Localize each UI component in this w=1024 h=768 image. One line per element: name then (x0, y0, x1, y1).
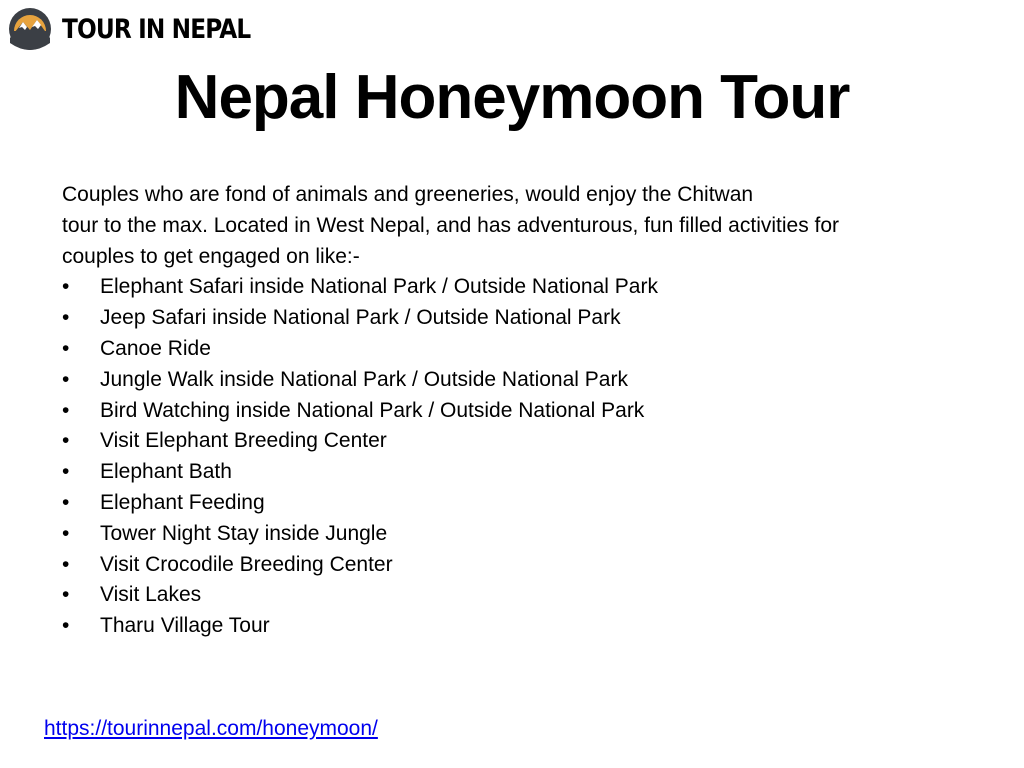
intro-paragraph (62, 180, 952, 272)
slide-body (62, 180, 952, 642)
bullet-icon: • (62, 583, 70, 607)
bullet-icon: • (62, 490, 70, 514)
bullet-icon: • (62, 614, 70, 638)
bullet-icon: • (62, 367, 70, 391)
list-item (62, 365, 952, 396)
mountain-logo-icon (8, 7, 52, 51)
intro-line: tour to the max. Located in West Nepal, and has adventurous, fun filled activities for (62, 213, 840, 237)
list-item (62, 611, 952, 642)
activity-label: Tharu Village Tour (100, 614, 270, 638)
activity-label: Jeep Safari inside National Park / Outside National Park (100, 306, 621, 330)
list-item (62, 303, 952, 334)
bullet-icon: • (62, 398, 70, 422)
list-item (62, 457, 952, 488)
activity-label: Jungle Walk inside National Park / Outside National Park (100, 367, 628, 391)
bullet-icon: • (62, 460, 70, 484)
page-title: Nepal Honeymoon Tour (174, 63, 850, 132)
list-item (62, 334, 952, 365)
activity-label: Elephant Safari inside National Park / Outside National Park (100, 275, 658, 299)
list-item (62, 580, 952, 611)
intro-line: couples to get engaged on like:- (62, 244, 360, 268)
list-item (62, 488, 952, 519)
activity-label: Elephant Bath (100, 460, 232, 484)
activity-label: Bird Watching inside National Park / Outside National Park (100, 398, 645, 422)
brand-name: TOUR IN NEPAL (62, 13, 251, 45)
list-item (62, 426, 952, 457)
bullet-icon: • (62, 552, 70, 576)
brand-logo[interactable] (8, 6, 281, 52)
list-item (62, 396, 952, 427)
bullet-icon: • (62, 275, 70, 299)
activity-list (62, 272, 952, 642)
bullet-icon: • (62, 521, 70, 545)
activity-label: Visit Elephant Breeding Center (100, 429, 387, 453)
bullet-icon: • (62, 336, 70, 360)
honeymoon-link[interactable]: https://tourinnepal.com/honeymoon/ (44, 717, 378, 740)
bullet-icon: • (62, 306, 70, 330)
activity-label: Visit Lakes (100, 583, 202, 607)
intro-line: Couples who are fond of animals and greeneries, would enjoy the Chitwan (62, 183, 754, 206)
list-item (62, 550, 952, 581)
activity-label: Canoe Ride (100, 336, 211, 360)
activity-label: Elephant Feeding (100, 490, 265, 514)
bullet-icon: • (62, 429, 70, 453)
list-item (62, 519, 952, 550)
list-item (62, 272, 952, 303)
activity-label: Visit Crocodile Breeding Center (100, 552, 393, 576)
activity-label: Tower Night Stay inside Jungle (100, 521, 388, 545)
